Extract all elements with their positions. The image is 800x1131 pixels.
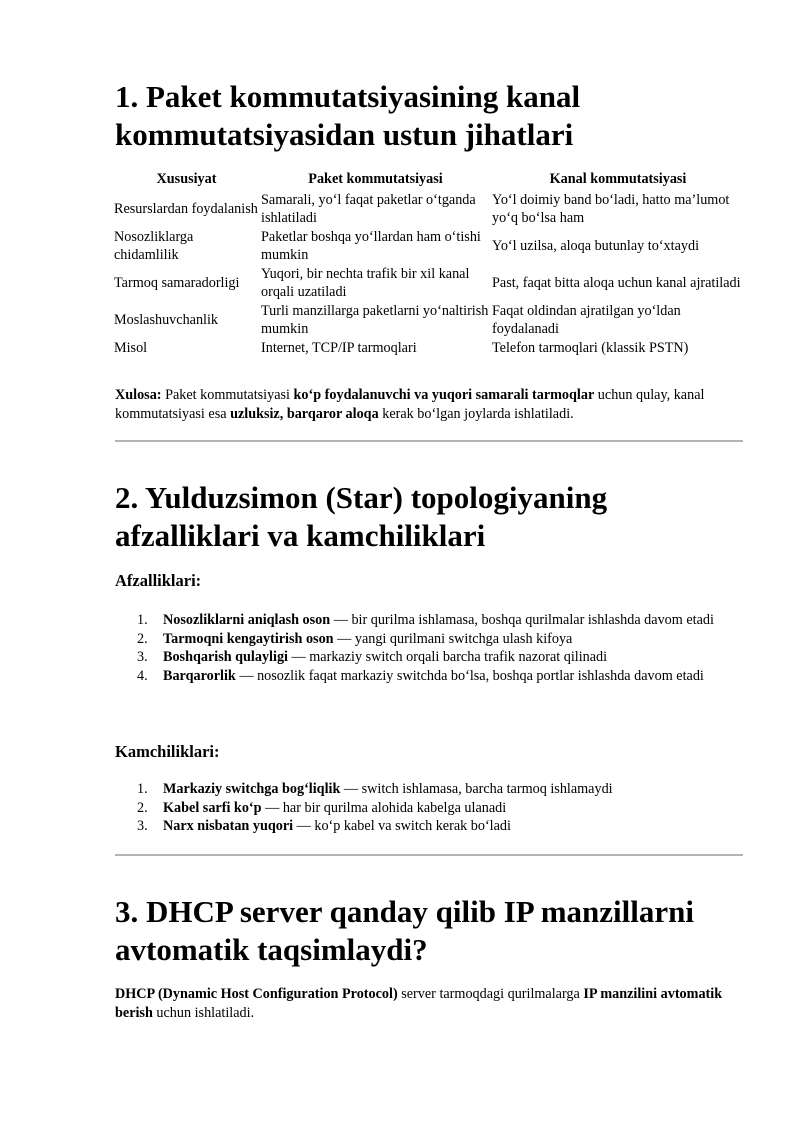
conclusion-bold-text: uzluksiz, barqaror aloqa <box>230 406 379 422</box>
table-cell: Telefon tarmoqlari (klassik PSTN) <box>492 340 689 356</box>
table-header-cell: Xususiyat <box>156 171 217 187</box>
conclusion-label: Xulosa: <box>115 387 162 403</box>
list-item <box>115 648 743 667</box>
list-number: 3. <box>137 649 148 665</box>
table-cell: Yuqori, bir nechta trafik bir xil kanal orqali uzatiladi <box>261 265 470 300</box>
dhcp-bold-text: IP manzilini avtomatik berish <box>115 986 723 1021</box>
advantages-heading: Afzalliklari: <box>115 571 202 590</box>
list-number: 2. <box>137 799 148 816</box>
table-cell: Resurslardan foydalanish <box>114 200 258 217</box>
table-cell: Misol <box>114 340 148 356</box>
list-number: 1. <box>137 781 148 797</box>
section-divider <box>115 440 743 442</box>
table-cell: Yo‘l uzilsa, aloqa butunlay to‘xtaydi <box>492 237 700 254</box>
list-item-bold: Barqarorlik <box>163 667 236 684</box>
table-cell: Faqat oldindan ajratilgan yo‘ldan foydalanadi <box>492 302 681 337</box>
table-header-cell: Paket kommutatsiyasi <box>308 171 443 187</box>
table-row <box>113 227 745 264</box>
dhcp-text: uchun ishlatiladi. <box>152 1005 255 1021</box>
table-cell: Paketlar boshqa yo‘llardan ham o‘tishi mumkin <box>261 228 481 263</box>
list-item <box>115 799 743 818</box>
conclusion-paragraph <box>115 386 743 424</box>
conclusion-text: kerak bo‘lgan joylarda ishlatiladi. <box>378 406 574 422</box>
conclusion-bold-text: ko‘p foydalanuvchi va yuqori samarali tarmoqlar <box>293 387 595 403</box>
list-item-text: — switch ishlamasa, barcha tarmoq ishlamaydi <box>340 781 613 797</box>
list-number: 2. <box>137 630 148 647</box>
section-divider <box>115 854 743 856</box>
list-item-bold: Tarmoqni kengaytirish oson <box>163 630 334 647</box>
section-3-title: 3. DHCP server qanday qilib IP manzillarni avtomatik taqsimlaydi? <box>115 894 695 967</box>
list-item <box>115 611 743 630</box>
list-number: 1. <box>137 612 148 628</box>
advantages-list <box>115 611 743 685</box>
list-item-text: — nosozlik faqat markaziy switchda bo‘lsa, boshqa portlar ishlashda davom etadi <box>235 667 704 684</box>
table-row <box>113 264 745 301</box>
dhcp-text: server tarmoqdagi qurilmalarga <box>397 986 584 1002</box>
list-item-text: — yangi qurilmani switchga ulash kifoya <box>333 630 573 647</box>
list-item-text: — ko‘p kabel va switch kerak bo‘ladi <box>293 818 511 834</box>
list-item-bold: Markaziy switchga bog‘liqlik <box>163 781 341 797</box>
conclusion-text: Paket kommutatsiyasi <box>161 387 294 403</box>
table-header-row <box>113 170 745 190</box>
section-2-title: 2. Yulduzsimon (Star) topologiyaning afzalliklari va kamchiliklari <box>115 480 608 553</box>
dhcp-bold-text: DHCP (Dynamic Host Configuration Protocol) <box>115 986 398 1002</box>
disadvantages-list <box>115 780 743 836</box>
table-cell: Moslashuvchanlik <box>114 311 219 328</box>
list-item-text: — har bir qurilma alohida kabelga ulanadi <box>261 799 507 816</box>
table-row <box>113 301 745 338</box>
list-item-bold: Kabel sarfi ko‘p <box>163 799 262 816</box>
table-cell: Samarali, yo‘l faqat paketlar o‘tganda ishlatiladi <box>261 191 476 226</box>
list-item-bold: Boshqarish qulayligi <box>163 649 288 665</box>
table-header-cell: Kanal kommutatsiyasi <box>549 171 687 187</box>
list-item-text: — markaziy switch orqali barcha trafik nazorat qilinadi <box>287 649 608 665</box>
section-1-title: 1. Paket kommutatsiyasining kanal kommutatsiyasidan ustun jihatlari <box>115 79 581 152</box>
list-item <box>115 817 743 836</box>
table-row <box>113 190 745 227</box>
table-cell: Yo‘l doimiy band bo‘ladi, hatto ma’lumot yo‘q bo‘lsa ham <box>492 191 730 226</box>
list-number: 3. <box>137 818 148 834</box>
table-cell: Past, faqat bitta aloqa uchun kanal ajratiladi <box>492 274 741 291</box>
list-item <box>115 780 743 799</box>
conclusion-text: uchun qulay, kanal kommutatsiyasi esa <box>115 387 705 422</box>
dhcp-intro-paragraph <box>115 985 743 1023</box>
table-cell: Nosozliklarga chidamlilik <box>114 228 194 263</box>
list-item-text: — bir qurilma ishlamasa, boshqa qurilmalar ishlashda davom etadi <box>330 612 714 628</box>
list-item-bold: Narx nisbatan yuqori <box>163 818 294 834</box>
comparison-table <box>113 170 745 358</box>
disadvantages-heading: Kamchiliklari: <box>115 742 220 761</box>
list-number: 4. <box>137 667 148 684</box>
table-cell: Tarmoq samaradorligi <box>114 274 240 291</box>
table-cell: Turli manzillarga paketlarni yo‘naltirish mumkin <box>261 302 489 337</box>
list-item <box>115 667 743 686</box>
table-cell: Internet, TCP/IP tarmoqlari <box>261 340 417 356</box>
table-row <box>113 338 745 358</box>
list-item <box>115 630 743 649</box>
list-item-bold: Nosozliklarni aniqlash oson <box>163 612 331 628</box>
